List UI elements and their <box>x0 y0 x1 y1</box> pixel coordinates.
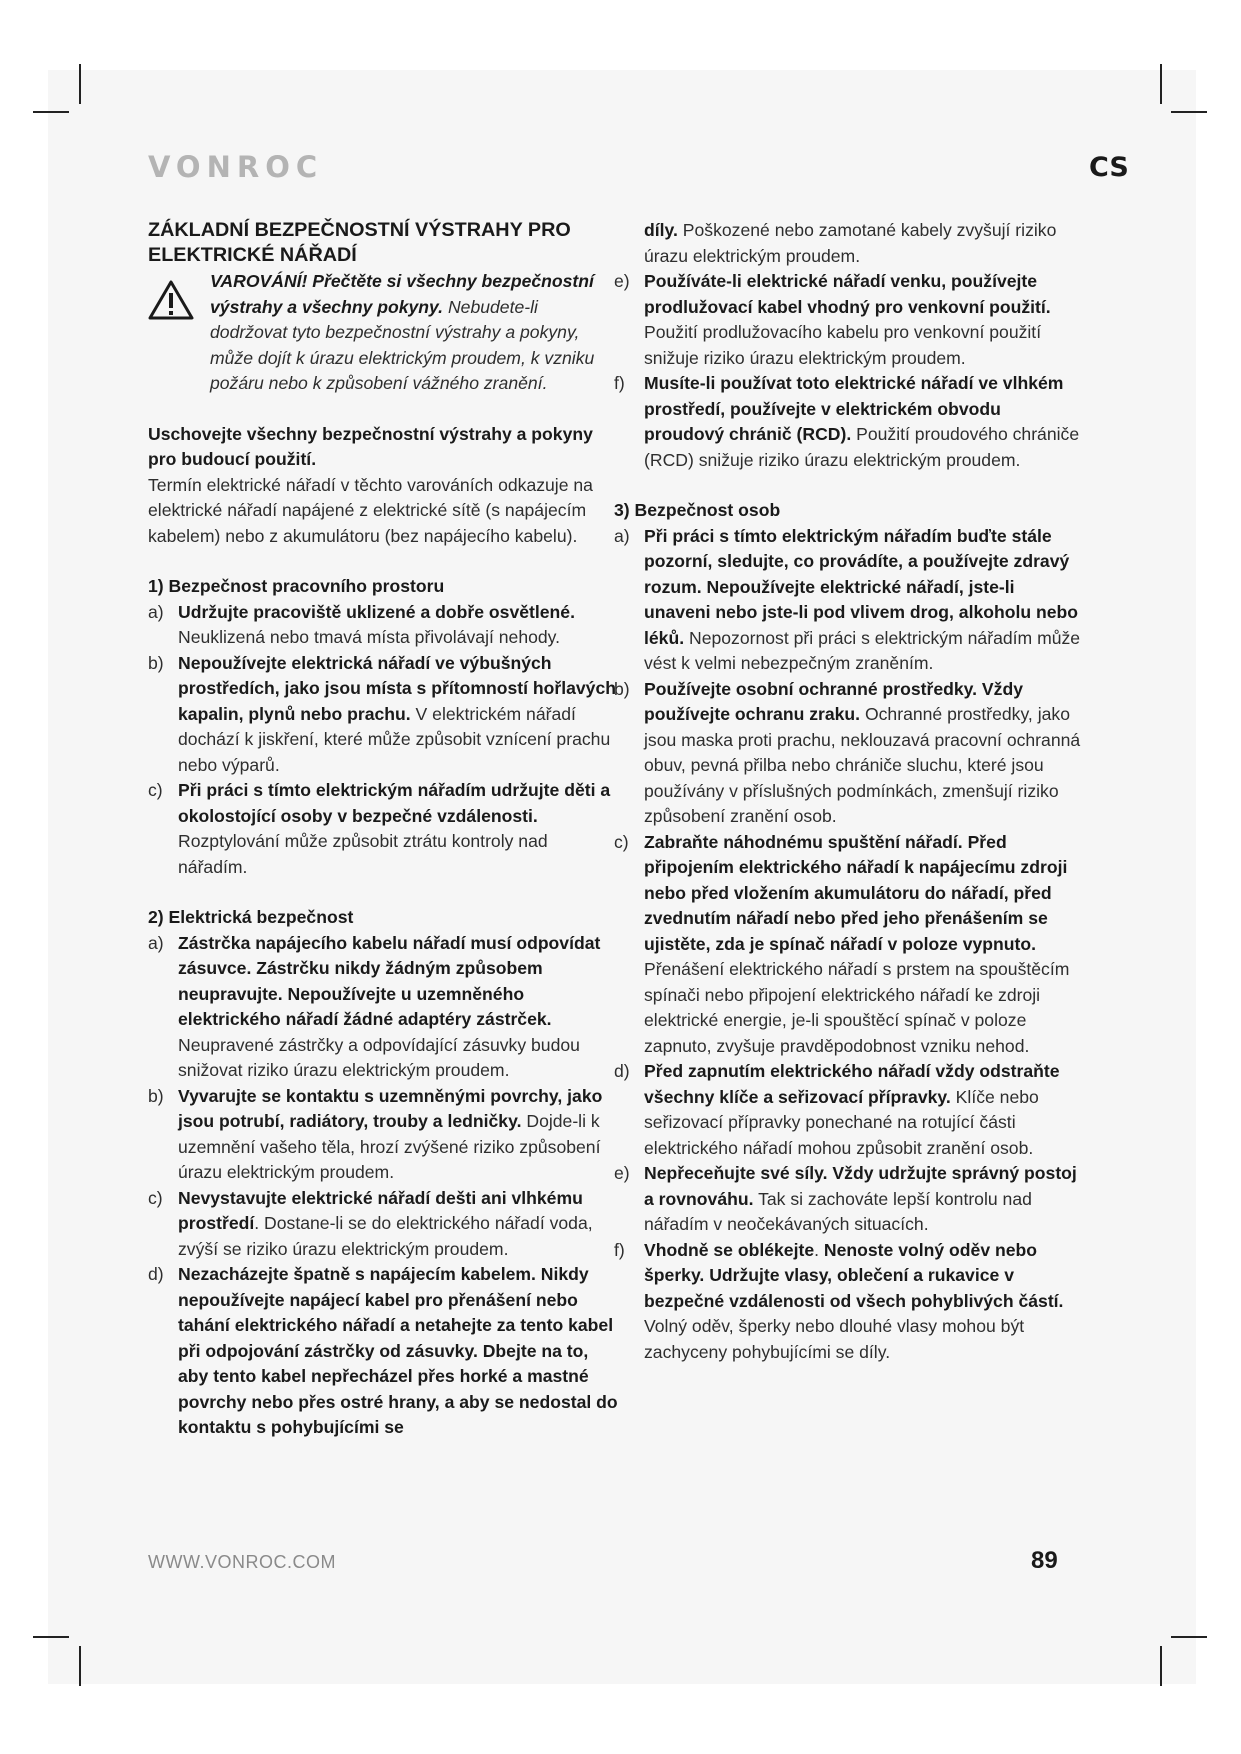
warning-text <box>210 269 618 397</box>
item-bold: Při práci s tímto elektrickým nářadím buďte stále pozorní, sledujte, co provádíte, a používejte zdravý rozum. Nepoužívejte elektrické nářadí, jste-li unaveni nebo jste-li pod vlivem drog, alkoholu nebo léků. <box>644 525 1079 648</box>
warning-body: Nebudete-li dodržovat tyto bezpečnostní výstrahy a pokyny, může dojít k úrazu elektrickým proudem, k vzniku požáru nebo k způsobení vážného zranění. <box>210 296 595 393</box>
item-bold: Nenoste volný oděv nebo šperky. Udržujte vlasy, oblečení a rukavice v bezpečné vzdálenosti od všech pohyblivých částí. <box>644 1239 1064 1311</box>
term-definition: Termín elektrické nářadí v těchto varováních odkazuje na elektrické nářadí napájené z elektrické sítě (s napájecím kabelem) nebo z akumulátoru (bez napájecího kabelu). <box>148 474 593 546</box>
item-bold: Nepřeceňujte své síly. Vždy udržujte správný postoj a rovnováhu. <box>644 1163 1077 1209</box>
left-column <box>148 218 618 1441</box>
warning-bold: VAROVÁNÍ! Přečtěte si všechny bezpečnostní výstrahy a všechny pokyny. <box>210 271 594 317</box>
item-bold: Při práci s tímto elektrickým nářadím udržujte děti a okolostojící osoby v bezpečné vzdálenosti. <box>178 780 611 826</box>
crop-mark <box>33 111 69 113</box>
item-bold: Před zapnutím elektrického nářadí vždy odstraňte všechny klíče a seřizovací přípravky. <box>644 1061 1060 1107</box>
language-code: CS <box>1089 152 1129 183</box>
item-marker: c) <box>148 780 163 800</box>
item-marker: c) <box>614 831 629 852</box>
crop-mark <box>1171 1636 1207 1638</box>
item-bold: Musíte-li používat toto elektrické nářadí ve vlhkém prostředí, používejte v elektrickém obvodu proudový chránič (RCD). <box>644 373 1064 444</box>
item-text: . <box>814 1239 824 1260</box>
item-text: Poškozené nebo zamotané kabely zvyšují riziko úrazu elektrickým proudem. <box>644 220 1057 266</box>
item-bold: Zabraňte náhodnému spuštění nářadí. Před připojením elektrického nářadí k napájecímu zdroji nebo před vložením akumulátoru do nářadí, před zvednutím nářadí nebo před jeho přenášením se ujistěte, zda je spínač nářadí v poloze vypnuto. <box>644 831 1068 954</box>
crop-mark <box>1160 1646 1162 1686</box>
item-text: . Dostane-li se do elektrického nářadí voda, zvýší se riziko úrazu elektrickým proudem. <box>178 1213 593 1259</box>
item-bold: Zástrčka napájecího kabelu nářadí musí odpovídat zásuvce. Zástrčku nikdy žádným způsobem neupravujte. Nepoužívejte u uzemněného elektrického nářadí žádné adaptéry zástrček. <box>178 932 601 1029</box>
list-item <box>148 1262 618 1441</box>
section-heading: 3) Bezpečnost osob <box>614 500 781 520</box>
section-heading: 1) Bezpečnost pracovního prostoru <box>148 576 445 596</box>
page-title: ZÁKLADNÍ BEZPEČNOSTNÍ VÝSTRAHY PRO ELEKTRICKÉ NÁŘADÍ <box>148 219 571 266</box>
list-item <box>148 600 618 651</box>
item-text: Tak si zachováte lepší kontrolu nad nářadím v neočekávaných situacích. <box>644 1188 1032 1234</box>
warning-triangle-icon <box>148 269 210 397</box>
item-text: Nepozornost při práci s elektrickým nářadím může vést k velmi nebezpečným zraněním. <box>644 627 1081 673</box>
crop-mark <box>33 1636 69 1638</box>
item-text: Použití proudového chrániče (RCD) snižuje riziko úrazu elektrickým proudem. <box>644 424 1080 470</box>
page-number: 89 <box>1031 1547 1058 1574</box>
list-item <box>148 778 618 880</box>
crop-mark <box>1160 64 1162 104</box>
list-item-continuation <box>614 218 1084 269</box>
list-item <box>614 830 1084 1060</box>
list-item <box>614 1161 1084 1238</box>
item-text: V elektrickém nářadí dochází k jiskření, které může způsobit vznícení prachu nebo výparů. <box>178 703 611 775</box>
list-item <box>614 524 1084 677</box>
crop-mark <box>1171 111 1207 113</box>
item-marker: e) <box>614 1163 630 1183</box>
crop-mark <box>79 64 81 104</box>
item-bold: Udržujte pracoviště uklizené a dobře osvětlené. <box>178 601 575 622</box>
right-column <box>614 218 1084 1365</box>
warning-block <box>148 269 618 397</box>
item-marker: b) <box>148 1085 164 1106</box>
item-text: Dojde-li k uzemnění vašeho těla, hrozí zvýšené riziko způsobení úrazu elektrickým proudem. <box>178 1111 601 1182</box>
item-marker: e) <box>614 271 630 291</box>
list-item <box>614 371 1084 473</box>
item-bold: Nezacházejte špatně s napájecím kabelem <box>178 1264 532 1284</box>
section-heading: 2) Elektrická bezpečnost <box>148 907 354 927</box>
item-bold: Nevystavujte elektrické nářadí dešti ani vlhkému prostředí <box>178 1187 583 1233</box>
item-marker: d) <box>614 1061 630 1081</box>
item-text: Klíče nebo seřizovací přípravky ponechané na rotující části elektrického nářadí mohou způsobit zranění osob. <box>644 1086 1039 1158</box>
item-bold: Používejte osobní ochranné prostředky. Vždy používejte ochranu zraku. <box>644 678 1023 724</box>
list-item <box>614 677 1084 830</box>
list-item <box>614 1059 1084 1161</box>
item-text: Neupravené zástrčky a odpovídající zásuvky budou snižovat riziko úrazu elektrickým proudem. <box>178 1034 580 1080</box>
item-marker: f) <box>614 1239 625 1260</box>
item-bold: díly. <box>644 220 678 240</box>
item-marker: b) <box>614 678 630 699</box>
item-bold: . Nikdy nepoužívejte napájecí kabel pro přenášení nebo tahání elektrického nářadí a netahejte za tento kabel při odpojování zástrčky od zásuvky. Dbejte na to, aby tento kabel nepřecházel přes horké a mastné povrchy nebo přes ostré hrany, a aby se nedostal do kontaktu s pohybujícími se <box>178 1264 618 1437</box>
item-text: Ochranné prostředky, jako jsou maska proti prachu, neklouzavá pracovní ochranná obuv, pevná přilba nebo chrániče sluchu, které jsou používány v příslušných podmínkách, zmenšují riziko způsobení zranění osob. <box>644 704 1081 826</box>
item-text: Volný oděv, šperky nebo dlouhé vlasy mohou být zachyceny pohybujícími se díly. <box>644 1316 1025 1362</box>
crop-mark <box>79 1646 81 1686</box>
item-marker: b) <box>148 652 164 673</box>
list-item <box>148 651 618 779</box>
item-marker: f) <box>614 373 625 393</box>
item-marker: d) <box>148 1264 164 1284</box>
item-bold: Vyvarujte se kontaktu s uzemněnými povrchy, jako jsou potrubí, radiátory, trouby a ledničky. <box>178 1085 603 1131</box>
item-marker: c) <box>148 1187 163 1208</box>
footer-url: WWW.VONROC.COM <box>148 1552 336 1572</box>
list-item <box>614 269 1084 371</box>
list-item <box>148 1084 618 1186</box>
item-bold: Používáte-li elektrické nářadí venku, používejte prodlužovací kabel vhodný pro venkovní použití. <box>644 271 1051 317</box>
item-marker: a) <box>148 601 164 622</box>
item-bold: Nepoužívejte elektrická nářadí ve výbušných prostředích, jako jsou místa s přítomností hořlavých kapalin, plynů nebo prachu. <box>178 652 616 724</box>
item-text: Rozptylování může způsobit ztrátu kontroly nad nářadím. <box>178 831 548 877</box>
item-marker: a) <box>614 525 630 546</box>
keep-instructions: Uschovejte všechny bezpečnostní výstrahy a pokyny pro budoucí použití. <box>148 423 593 469</box>
list-item <box>614 1238 1084 1366</box>
brand-logo: VONROC <box>148 150 324 184</box>
item-text: Přenášení elektrického nářadí s prstem na spouštěcím spínači nebo připojení elektrického nářadí ke zdroji elektrické energie, je-li spouštěcí spínač v poloze zapnuto, zvyšuje pravděpodobnost vzniku nehod. <box>644 959 1070 1056</box>
item-text: Použití prodlužovacího kabelu pro venkovní použití snižuje riziko úrazu elektrickým proudem. <box>644 322 1042 368</box>
item-marker: a) <box>148 932 164 953</box>
list-item <box>148 1186 618 1263</box>
item-bold: Vhodně se oblékejte <box>644 1239 815 1260</box>
list-item <box>148 931 618 1084</box>
item-text: Neuklizená nebo tmavá místa přivolávají nehody. <box>178 627 561 647</box>
